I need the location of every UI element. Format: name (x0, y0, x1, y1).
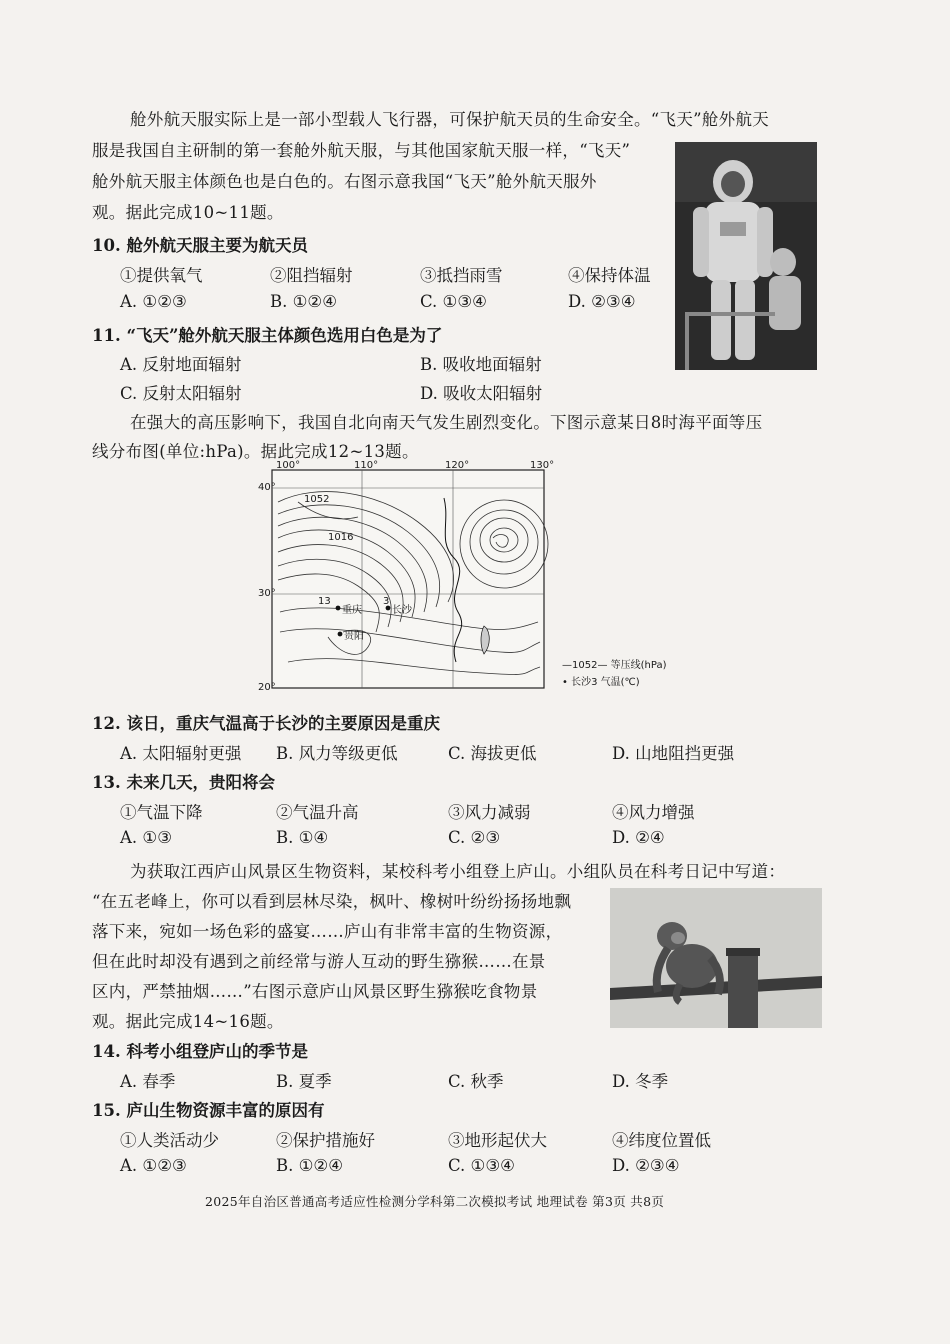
q14-choice-c[interactable]: C. 秋季 (448, 1072, 504, 1091)
isobar-value-label: 1052 (304, 494, 330, 505)
q13-item-2: ②气温升高 (276, 803, 359, 822)
q14-choice-b[interactable]: B. 夏季 (276, 1072, 332, 1091)
isobar-value-label-2: 1016 (328, 532, 354, 543)
question-12-stem: 12. 该日，重庆气温高于长沙的主要原因是重庆 (92, 714, 440, 733)
q13-choice-d[interactable]: D. ②④ (612, 828, 665, 847)
intro1-line2: 服是我国自主研制的第一套舱外航天服，与其他国家航天服一样，“飞天” (92, 141, 631, 160)
question-13-stem: 13. 未来几天，贵阳将会 (92, 773, 275, 792)
q12-choice-c[interactable]: C. 海拔更低 (448, 744, 537, 763)
legend-isobar: —1052— 等压线(hPa) (562, 660, 667, 671)
q11-choice-a[interactable]: A. 反射地面辐射 (120, 355, 242, 374)
q14-choice-a[interactable]: A. 春季 (120, 1072, 176, 1091)
q13-item-4: ④风力增强 (612, 803, 695, 822)
intro1-line1: 舱外航天服实际上是一部小型载人飞行器，可保护航天员的生命安全。“飞天”舱外航天 (130, 110, 770, 129)
q10-choice-a[interactable]: A. ①②③ (120, 292, 187, 311)
city-changsha: 长沙 (392, 605, 412, 616)
q15-item-1: ①人类活动少 (120, 1131, 219, 1150)
monkey-photo (610, 888, 822, 1028)
city-chongqing: 重庆 (342, 605, 362, 616)
intro2-line1: 在强大的高压影响下，我国自北向南天气发生剧烈变化。下图示意某日8时海平面等压 (130, 413, 763, 432)
q12-choice-b[interactable]: B. 风力等级更低 (276, 744, 398, 763)
q15-choice-c[interactable]: C. ①③④ (448, 1156, 515, 1175)
q15-item-3: ③地形起伏大 (448, 1131, 547, 1150)
spacesuit-photo (675, 142, 817, 370)
q13-item-1: ①气温下降 (120, 803, 203, 822)
q10-item-4: ④保持体温 (568, 266, 651, 285)
q15-item-4: ④纬度位置低 (612, 1131, 711, 1150)
intro3-line3: 落下来，宛如一场色彩的盛宴……庐山有非常丰富的生物资源， (92, 922, 563, 941)
q12-choice-a[interactable]: A. 太阳辐射更强 (120, 744, 242, 763)
intro3-line1: 为获取江西庐山风景区生物资料，某校科考小组登上庐山。小组队员在科考日记中写道： (130, 862, 786, 881)
q13-choice-c[interactable]: C. ②③ (448, 828, 501, 847)
q10-item-3: ③抵挡雨雪 (420, 266, 503, 285)
q15-choice-b[interactable]: B. ①②④ (276, 1156, 343, 1175)
intro3-line6: 观。据此完成14~16题。 (92, 1012, 284, 1031)
lat-label-40: 40° (258, 482, 276, 493)
q13-choice-b[interactable]: B. ①④ (276, 828, 329, 847)
q15-choice-d[interactable]: D. ②③④ (612, 1156, 680, 1175)
lon-label-120: 120° (445, 460, 470, 471)
q10-choice-c[interactable]: C. ①③④ (420, 292, 487, 311)
q15-choice-a[interactable]: A. ①②③ (120, 1156, 187, 1175)
q10-choice-d[interactable]: D. ②③④ (568, 292, 636, 311)
lat-label-20: 20° (258, 682, 276, 693)
intro3-line4: 但在此时却没有遇到之前经常与游人互动的野生猕猴……在景 (92, 952, 546, 971)
q11-choice-b[interactable]: B. 吸收地面辐射 (420, 355, 542, 374)
lon-label-130: 130° (530, 460, 555, 471)
intro2-line2: 线分布图(单位:hPa)。据此完成12~13题。 (92, 442, 419, 461)
q13-item-3: ③风力减弱 (448, 803, 531, 822)
intro3-line2: “在五老峰上，你可以看到层林尽染，枫叶、橡树叶纷纷扬扬地飘 (92, 892, 572, 911)
isobar-map (258, 462, 558, 694)
intro1-line4: 观。据此完成10~11题。 (92, 203, 284, 222)
q12-choice-d[interactable]: D. 山地阻挡更强 (612, 744, 735, 763)
q10-item-1: ①提供氧气 (120, 266, 203, 285)
q15-item-2: ②保护措施好 (276, 1131, 375, 1150)
legend-temperature: • 长沙3 气温(℃) (562, 677, 640, 688)
page-footer: 2025年自治区普通高考适应性检测分学科第二次模拟考试 地理试卷 第3页 共8页 (205, 1194, 665, 1209)
lon-label-100: 100° (276, 460, 301, 471)
q11-choice-c[interactable]: C. 反射太阳辐射 (120, 384, 242, 403)
q10-choice-b[interactable]: B. ①②④ (270, 292, 337, 311)
question-10-stem: 10. 舱外航天服主要为航天员 (92, 236, 308, 255)
lat-label-30: 30° (258, 588, 276, 599)
intro3-line5: 区内，严禁抽烟……”右图示意庐山风景区野生猕猴吃食物景 (92, 982, 538, 1001)
q10-item-2: ②阻挡辐射 (270, 266, 353, 285)
lon-label-110: 110° (354, 460, 379, 471)
q14-choice-d[interactable]: D. 冬季 (612, 1072, 669, 1091)
temp-label-changsha: 3 (383, 596, 390, 607)
question-14-stem: 14. 科考小组登庐山的季节是 (92, 1042, 308, 1061)
q13-choice-a[interactable]: A. ①③ (120, 828, 172, 847)
intro1-line3: 舱外航天服主体颜色也是白色的。右图示意我国“飞天”舱外航天服外 (92, 172, 597, 191)
temp-label-chongqing: 13 (318, 596, 331, 607)
question-11-stem: 11. “飞天”舱外航天服主体颜色选用白色是为了 (92, 326, 443, 345)
question-15-stem: 15. 庐山生物资源丰富的原因有 (92, 1101, 325, 1120)
q11-choice-d[interactable]: D. 吸收太阳辐射 (420, 384, 543, 403)
city-guiyang: 贵阳 (344, 631, 364, 642)
